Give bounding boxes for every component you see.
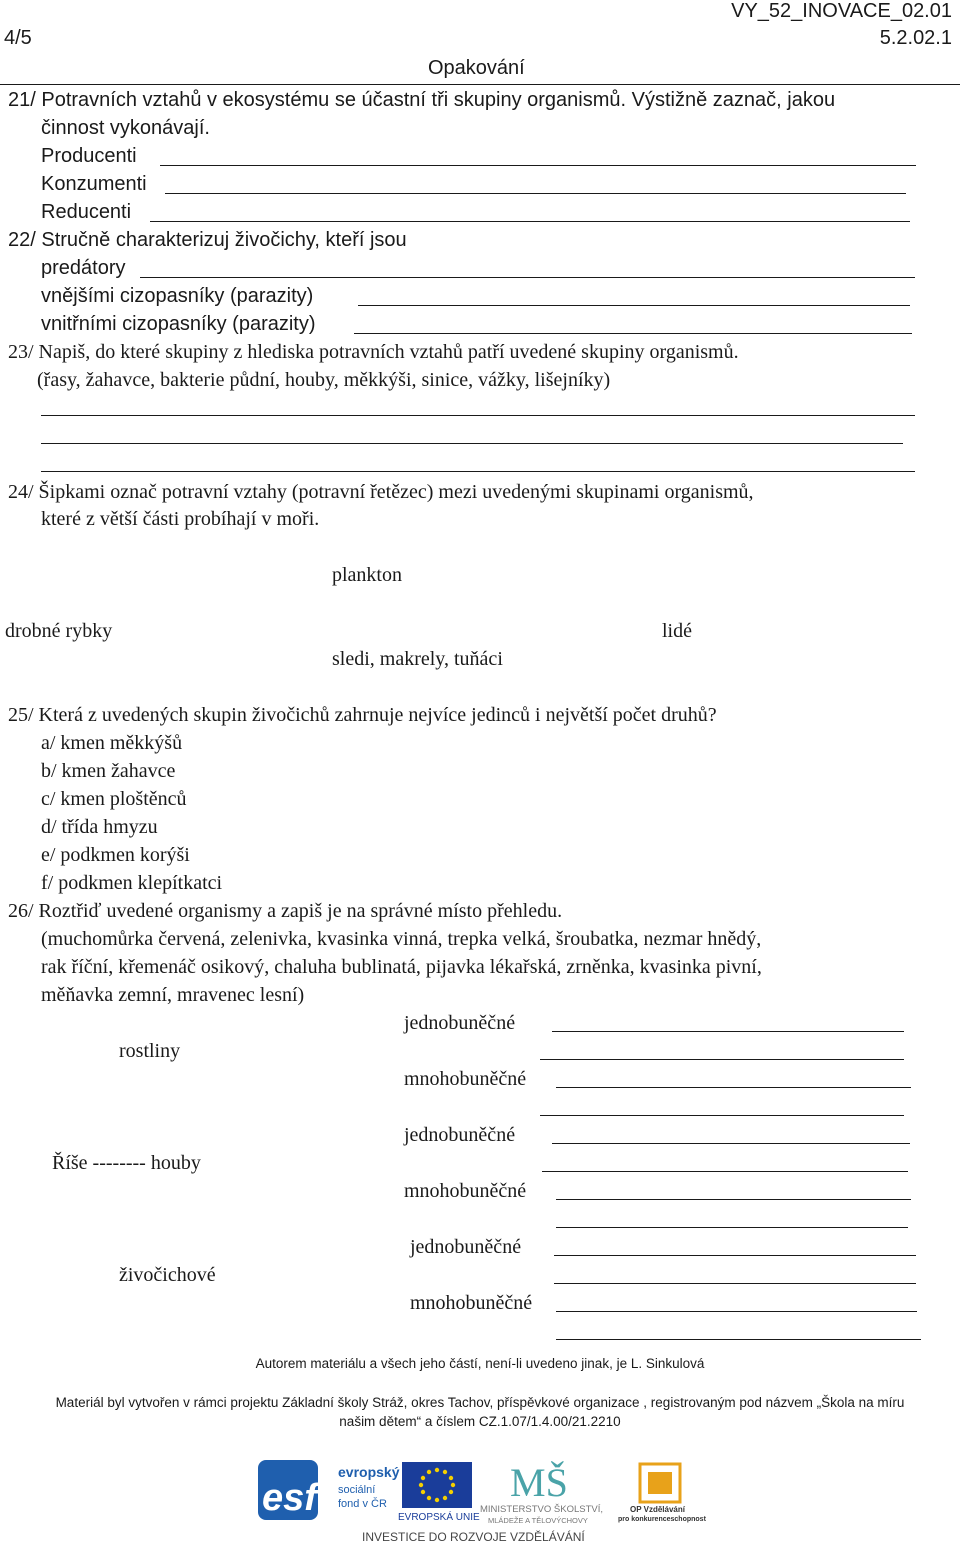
eu-text: EVROPSKÁ UNIE: [398, 1512, 480, 1523]
organism-plankton: plankton: [332, 564, 402, 586]
esf-text-1: evropský: [338, 1464, 400, 1480]
op-text-2: pro konkurenceschopnost: [618, 1516, 706, 1523]
unicellular-label: jednobuněčné: [404, 1124, 516, 1146]
answer-line[interactable]: [542, 1171, 908, 1172]
q25-option-f: f/ podkmen klepítkatci: [41, 872, 223, 894]
op-logo: [618, 1460, 708, 1528]
q25-option-b: b/ kmen žahavce: [41, 760, 176, 782]
organism-people: lidé: [662, 620, 692, 642]
multicellular-label: mnohobuněčné: [410, 1292, 533, 1314]
svg-text:MŠ: MŠ: [510, 1460, 568, 1504]
footer-project-line1: Materiál byl vytvořen v rámci projektu Základní školy Stráž, okres Tachov, příspěvkové organizace , registrovaným pod názvem „Škola na míru: [55, 1395, 905, 1410]
msmt-text-2: MLÁDEŽE A TĚLOVÝCHOVY: [488, 1516, 588, 1525]
q21-item-producers: Producenti: [41, 145, 137, 167]
q22-text: 22/ Stručně charakterizuj živočichy, kteří jsou: [8, 229, 407, 251]
kingdom-plants: rostliny: [119, 1040, 181, 1062]
q22-item-external-parasites: vnějšími cizopasníky (parazity): [41, 285, 314, 307]
footer-author: Autorem materiálu a všech jeho částí, není-li uvedeno jinak, je L. Sinkulová: [255, 1356, 705, 1371]
msmt-text-1: MINISTERSTVO ŠKOLSTVÍ,: [480, 1504, 603, 1515]
q24-text: 24/ Šipkami označ potravní vztahy (potravní řetězec) mezi uvedenými skupinami organismů,: [8, 481, 754, 503]
multicellular-label: mnohobuněčné: [404, 1180, 527, 1202]
answer-line[interactable]: [150, 221, 910, 222]
header-rule: [0, 84, 960, 85]
organism-fish: sledi, makrely, tuňáci: [332, 648, 503, 670]
q25-text: 25/ Která z uvedených skupin živočichů zahrnuje nejvíce jedinců i největší počet druhů?: [8, 704, 717, 726]
q26-list-line2: rak říční, křemenáč osikový, chaluha bublinatá, pijavka lékařská, zrněnka, kvasinka pivní,: [41, 956, 762, 978]
msmt-emblem-icon: [478, 1460, 608, 1504]
page-number: 4/5: [4, 27, 32, 49]
answer-line[interactable]: [540, 1115, 904, 1116]
answer-line[interactable]: [556, 1199, 911, 1200]
msmt-logo: [478, 1460, 608, 1528]
answer-line[interactable]: [41, 415, 915, 416]
q25-option-e: e/ podkmen korýši: [41, 844, 190, 866]
q26-list-line1: (muchomůrka červená, zelenivka, kvasinka vinná, trepka velká, šroubatka, nezmar hnědý,: [41, 928, 762, 950]
document-code: VY_52_INOVACE_02.01: [731, 0, 952, 22]
kingdoms-fungi: Říše -------- houby: [52, 1152, 201, 1174]
q21-text: 21/ Potravních vztahů v ekosystému se účastní tři skupiny organismů. Výstižně zaznač, jakou: [8, 89, 836, 111]
kingdom-animals: živočichové: [119, 1264, 216, 1286]
organism-small-fish: drobné rybky: [5, 620, 113, 642]
answer-line[interactable]: [358, 305, 910, 306]
esf-text-2: sociální: [338, 1484, 376, 1496]
multicellular-label: mnohobuněčné: [404, 1068, 527, 1090]
eu-flag-icon: [396, 1462, 478, 1514]
answer-line[interactable]: [552, 1031, 904, 1032]
eu-logo: [396, 1462, 478, 1528]
answer-line[interactable]: [140, 277, 915, 278]
answer-line[interactable]: [556, 1227, 908, 1228]
q26-text: 26/ Roztřiď uvedené organismy a zapiš je na správné místo přehledu.: [8, 900, 563, 922]
answer-line[interactable]: [165, 193, 906, 194]
q23-list: (řasy, žahavce, bakterie půdní, houby, měkkýši, sinice, vážky, lišejníky): [37, 369, 611, 391]
q23-text: 23/ Napiš, do které skupiny z hlediska potravních vztahů patří uvedené skupiny organismů.: [8, 341, 739, 363]
esf-text-3: fond v ČR: [338, 1498, 387, 1510]
answer-line[interactable]: [556, 1339, 921, 1340]
q21-item-reducers: Reducenti: [41, 201, 132, 223]
answer-line[interactable]: [354, 333, 912, 334]
q22-item-predators: predátory: [41, 257, 126, 279]
q25-option-d: d/ třída hmyzu: [41, 816, 158, 838]
q25-option-c: c/ kmen ploštěnců: [41, 788, 187, 810]
q22-item-internal-parasites: vnitřními cizopasníky (parazity): [41, 313, 316, 335]
section-number: 5.2.02.1: [879, 27, 952, 49]
q21-item-consumers: Konzumenti: [41, 173, 147, 195]
q24-text-line2: které z větší části probíhají v moři.: [41, 508, 320, 530]
footer-project-line2: našim dětem“ a číslem CZ.1.07/1.4.00/21.2210: [339, 1414, 621, 1429]
op-text-1: OP Vzdělávání: [630, 1505, 685, 1514]
investment-tagline: INVESTICE DO ROZVOJE VZDĚLÁVÁNÍ: [362, 1530, 585, 1544]
answer-line[interactable]: [556, 1311, 917, 1312]
answer-line[interactable]: [160, 165, 916, 166]
answer-line[interactable]: [41, 471, 915, 472]
svg-text:esf: esf: [262, 1477, 317, 1519]
q26-list-line3: měňavka zemní, mravenec lesní): [41, 984, 305, 1006]
answer-line[interactable]: [41, 443, 903, 444]
unicellular-label: jednobuněčné: [410, 1236, 522, 1258]
answer-line[interactable]: [554, 1283, 916, 1284]
q21-text-line2: činnost vykonávají.: [41, 117, 210, 139]
answer-line[interactable]: [556, 1087, 911, 1088]
op-education-icon: [618, 1460, 708, 1504]
q25-option-a: a/ kmen měkkýšů: [41, 732, 183, 754]
answer-line[interactable]: [540, 1059, 904, 1060]
unicellular-label: jednobuněčné: [404, 1012, 516, 1034]
answer-line[interactable]: [554, 1255, 916, 1256]
page-title: Opakování: [428, 57, 525, 79]
esf-logo: [258, 1460, 408, 1528]
answer-line[interactable]: [552, 1143, 910, 1144]
